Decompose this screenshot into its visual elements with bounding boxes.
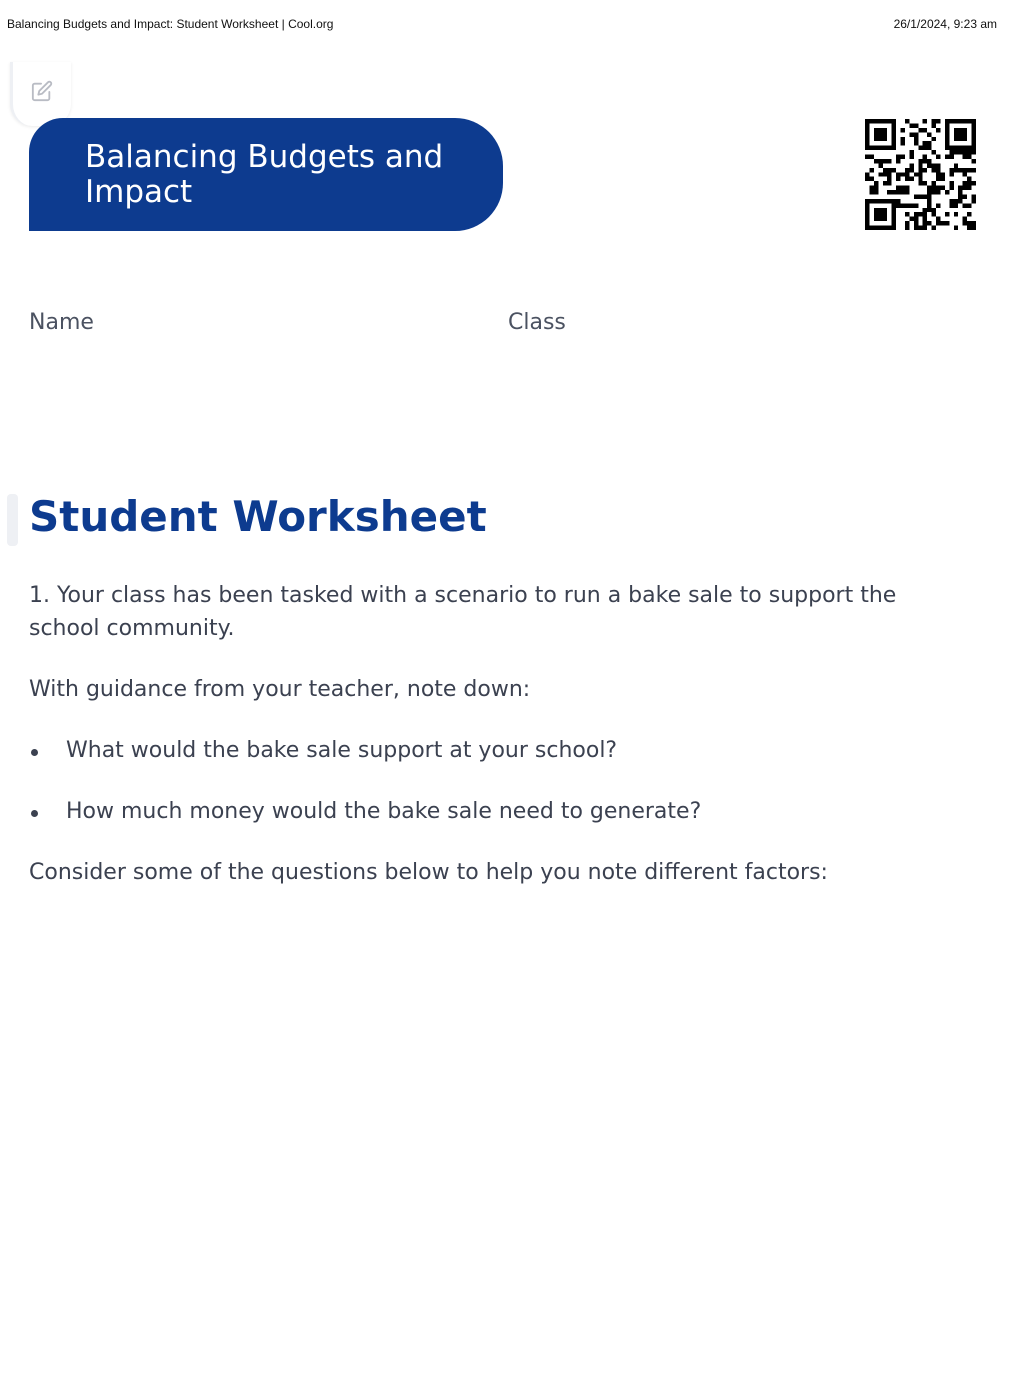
consider-text: Consider some of the questions below to help you note different factors: <box>29 860 828 885</box>
edit-icon <box>31 80 53 102</box>
name-field-label: Name <box>29 310 94 335</box>
edit-button[interactable] <box>10 62 71 126</box>
section-marker <box>7 494 18 546</box>
qr-code <box>865 119 976 230</box>
section-heading: Student Worksheet <box>29 492 487 541</box>
guidance-text: With guidance from your teacher, note down: <box>29 677 531 702</box>
worksheet-title: Balancing Budgets and Impact <box>85 139 444 210</box>
question-1: 1. Your class has been tasked with a scenario to run a bake sale to support the school community. <box>29 583 897 641</box>
list-item: What would the bake sale support at your school? <box>66 738 618 763</box>
title-banner <box>29 118 503 231</box>
bullet-icon <box>31 810 38 817</box>
class-field-label: Class <box>508 310 566 335</box>
qr-modules <box>865 119 976 230</box>
list-item: How much money would the bake sale need to generate? <box>66 799 702 824</box>
print-datetime: 26/1/2024, 9:23 am <box>893 17 997 31</box>
bullet-icon <box>31 749 38 756</box>
print-page-title: Balancing Budgets and Impact: Student Worksheet | Cool.org <box>7 17 334 31</box>
